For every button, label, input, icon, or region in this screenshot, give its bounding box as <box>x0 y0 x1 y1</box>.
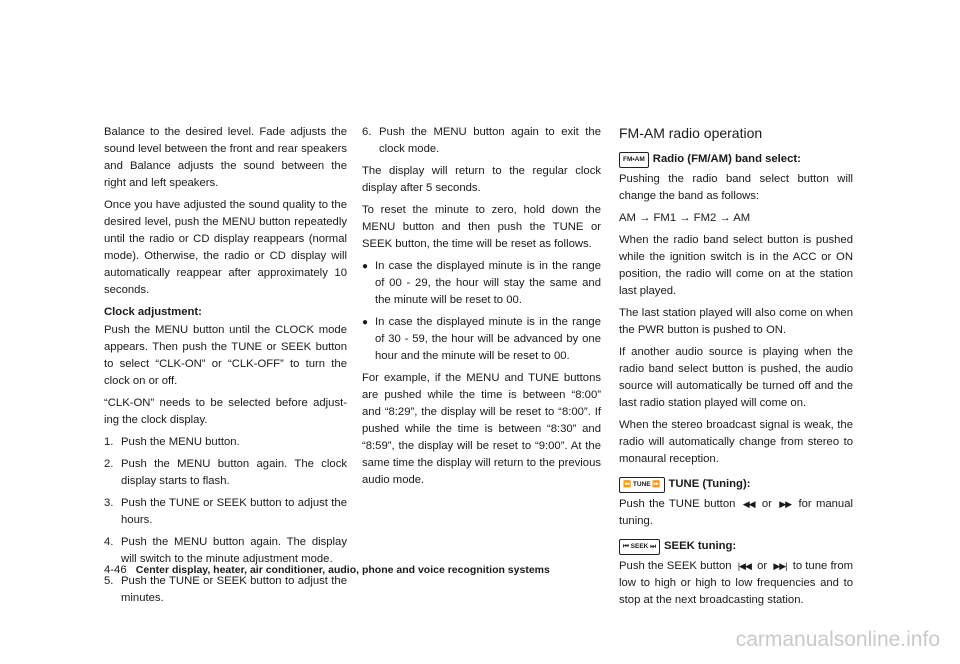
column-middle <box>362 124 601 494</box>
subsection-label: TUNE (Tuning): <box>668 478 751 490</box>
paragraph: For example, if the MENU and TUNE buttons are pushed while the time is between “8:00” and “8:29”, the display will be reset to “8:00”. If pushed while the time is between “8:30” and “8:59”, the display will be reset to “9:00”. At the same time the display will return to the previous audio mode. <box>362 372 601 486</box>
bullet-icon: ● <box>362 317 369 328</box>
paragraph: To reset the minute to zero, hold down the MENU button and then push the TUNE or SEEK button, the time will be reset as follows. <box>362 204 601 250</box>
seek-button-icon: ⏮ SEEK ⏭ <box>619 539 660 555</box>
tune-button-icon: ⏪ TUNE ⏩ <box>619 477 665 493</box>
paragraph: The last station played will also come on when the PWR button is pushed to ON. <box>619 307 853 336</box>
fm-am-button-icon: FM•AM <box>619 152 649 168</box>
paragraph: When the radio band select button is pushed while the ignition switch is in the ACC or ON position, the radio will come on at the station last played. <box>619 234 853 297</box>
bullet-icon: ● <box>362 261 369 272</box>
list-item: ● In case the displayed minute is in the range of 30 - 59, the hour will be advanced by one hour and the minute will be reset to 00. <box>362 314 601 365</box>
subsection-label: Radio (FM/AM) band select: <box>652 153 801 165</box>
list-item: 1. Push the MENU button. <box>104 436 240 448</box>
paragraph: Push the MENU button until the CLOCK mode appears. Then push the TUNE or SEEK button to select “CLK-ON” or “CLK-OFF” to turn the clock on or off. <box>104 324 347 387</box>
list-item: 5. Push the TUNE or SEEK button to adjust the minutes. <box>104 575 347 604</box>
subsection-heading <box>619 538 853 555</box>
page-footer <box>104 563 550 577</box>
footer-title: Center display, heater, air conditioner, audio, phone and voice recognition systems <box>135 564 550 576</box>
column-right <box>619 124 853 614</box>
paragraph: Pushing the radio band select button will change the band as follows: <box>619 173 853 202</box>
band-sequence: AM → FM1 → FM2 → AM <box>619 212 751 224</box>
subsection-heading <box>619 476 853 493</box>
skip-forward-icon: ▶▶| <box>773 561 787 571</box>
list-item: 3. Push the TUNE or SEEK button to adjust the hours. <box>104 497 347 526</box>
paragraph: Balance to the desired level. Fade adjusts the sound level between the front and rear speakers and Balance adjusts the sound between the right and left speakers. <box>104 126 347 189</box>
paragraph: Once you have adjusted the sound quality to the desired level, push the MENU button repeatedly until the radio or CD display reappears (normal mode). Otherwise, the radio or CD display will automatically reappear after approximately 10 seconds. <box>104 199 347 296</box>
numbered-list <box>362 124 601 158</box>
fast-forward-icon: ▶▶ <box>779 499 792 509</box>
skip-back-icon: |◀◀ <box>737 561 751 571</box>
column-left <box>104 124 347 612</box>
page-number: 4-46 <box>104 564 127 576</box>
subsection-label: SEEK tuning: <box>664 540 737 552</box>
paragraph: “CLK-ON” needs to be selected before adjust-ing the clock display. <box>104 397 347 426</box>
list-item: 2. Push the MENU button again. The clock display starts to flash. <box>104 458 347 487</box>
paragraph: Push the TUNE button ◀◀ or ▶▶ for manual tuning. <box>619 498 853 527</box>
paragraph: The display will return to the regular clock display after 5 seconds. <box>362 165 601 194</box>
watermark: carmanualsonline.info <box>735 628 940 651</box>
paragraph: Push the SEEK button |◀◀ or ▶▶| to tune from low to high or high to low frequencies and to stop at the next broadcasting station. <box>619 560 854 606</box>
section-heading: Clock adjustment: <box>104 306 202 318</box>
list-item: ● In case the displayed minute is in the range of 00 - 29, the hour will stay the same and the minute will be reset to 00. <box>362 258 601 309</box>
subsection-heading <box>619 151 853 168</box>
list-item: 4. Push the MENU button again. The display will switch to the minute adjustment mode. <box>104 536 347 565</box>
section-title: FM-AM radio operation <box>619 125 763 141</box>
paragraph: When the stereo broadcast signal is weak, the radio will automatically change from stereo to monaural reception. <box>619 419 853 465</box>
paragraph: If another audio source is playing when the radio band select button is pushed, the audio source will automatically be turned off and the last radio station played will come on. <box>619 346 853 409</box>
rewind-icon: ◀◀ <box>742 499 755 509</box>
bullet-list <box>362 258 601 365</box>
list-item: 6. Push the MENU button again to exit the clock mode. <box>362 126 601 155</box>
numbered-list <box>104 434 347 607</box>
